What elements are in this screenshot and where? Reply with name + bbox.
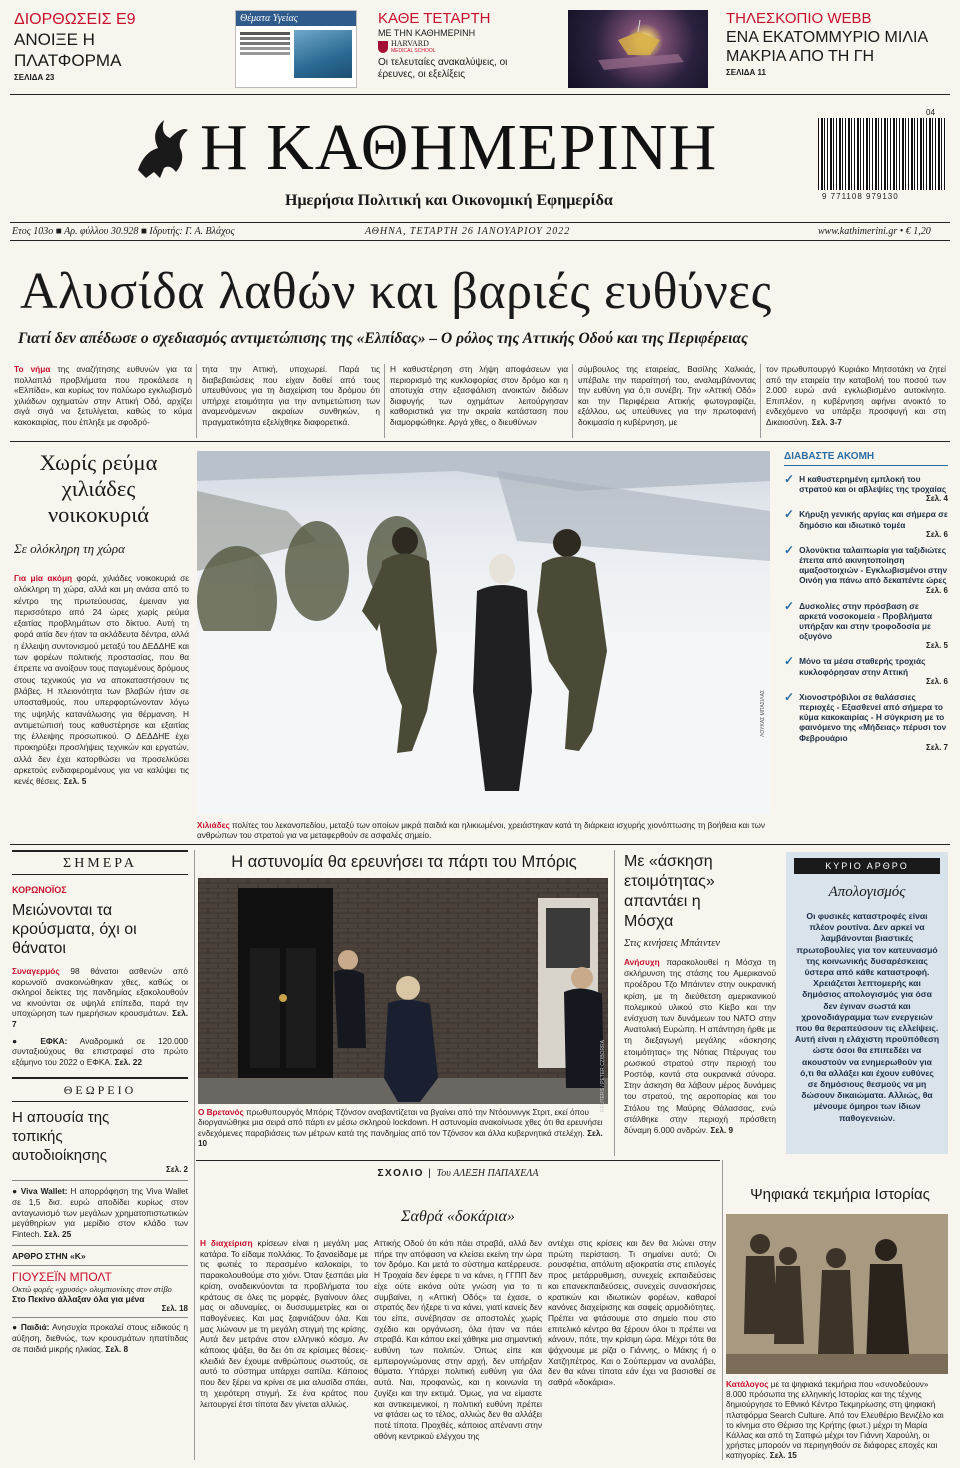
today-headline[interactable]: Μειώνονται τα κρούσματα, όχι οι θάνατοι: [12, 902, 137, 957]
read-more-item[interactable]: [784, 656, 948, 685]
venizelos-photo[interactable]: [726, 1214, 948, 1374]
viva-page-ref: Σελ. 25: [43, 1228, 72, 1239]
lead-body-col5: τον πρωθυπουργό Κυριάκο Μητσοτάκη να ζητεί από την εταιρεία την καταβολή του ποσού των 2.000 ευρώ ανά εγκλωβισμένο αυτοκίνητο. Επιπλέον, η κυβέρνηση αφήνει ανοικτό το ενδεχόμενο να υπάρξει προσφυγή και στη Δικαιοσύνη. Σελ. 3-7: [766, 364, 946, 427]
power-body: Για μία ακόμη φορά, χιλιάδες νοικοκυριά σε ολόκληρη τη χώρα, αλλά και μη ανάσα από το κέντρο της πρωτεύουσας, έμειναν για περισσότερο από 24 ώρες χωρίς ρεύμα εξαιτίας προβλημάτων στο δίκτυο. Αυτή τη φορά αιτία δεν ήταν τα ακλάδευτα δέντρα, αλλά η έλλειψη συντονισμού μεταξύ του ΔΕΔΔΗΕ και των φορέων πολιτικής προστασίας, που θα έπρεπε να ανοίξουν τους παγωμένους δρόμους στους τεχνικούς για να αποκαταστήσουν τις βλάβες. Η πλειονότητα των βλαβών ήταν σε υποσταθμούς, που υπερφορτώνονταν λόγω της υψηλής κατανάλωσης για θέρμανση. Η αντιμετώπισή τους καθυστέρησε και εξαιτίας της έλλειψης προσωπικού. Ο ΔΕΔΔΗΕ έχει προκηρύξει προσλήψεις τεχνικών και εργατών, αλλά δεν έχει κατορθώσει να προσελκύσει αρκετούς ενδιαφερομένους για να καλύψει τις κενές θέσεις. Σελ. 5: [14, 573, 189, 787]
read-more-item[interactable]: [784, 542, 948, 595]
editorial-box: [786, 852, 948, 1154]
lead-lead-word: Το νήμα: [14, 364, 51, 374]
article-label: ΑΡΘΡΟ ΣΤΗΝ «Κ»: [12, 1251, 86, 1262]
moscow-deck: Στις κινήσεις Μπάιντεν: [624, 938, 721, 949]
health-magazine-title: Θέματα Υγείας: [236, 11, 356, 26]
lead-body-col1: Το νήμα της αναζήτησης ευθυνών για τα πολλαπλά προβλήματα που προκάλεσε η «Ελπίδα», και κυρίως τον πολύωρο εγκλωβισμό χιλιάδων οχηματών στην Αττική Οδό, αρχίζει σιγά σιγά να ξετυλίγεται, καθώς το κύμα κακοκαιρίας, που έπληξε με σφοδρό-: [14, 364, 192, 427]
snow-caption-lead: Χιλιάδες: [197, 821, 230, 830]
read-more-title: ΔΙΑΒΑΣΤΕ ΑΚΟΜΗ: [784, 451, 948, 466]
power-deck: Σε ολόκληρη τη χώρα: [14, 541, 125, 556]
magazine-swimmer-image: [294, 30, 352, 78]
author-page-ref: Σελ. 18: [161, 1304, 188, 1314]
snow-photo-caption: Χιλιάδες πολίτες του λεκανοπεδίου, μεταξύ των οποίων μικρά παιδιά και ηλικιωμένοι, χρειάστηκαν κατά τη διάρκεια ισχυρής χιονόπτωσης τη βοήθεια και των ανθρώπων του στρατού για να μεταφερθούν σε ασφαλές σημείο.: [197, 821, 765, 841]
teaser-webb[interactable]: [726, 10, 951, 88]
harvard-school: MEDICAL SCHOOL: [391, 48, 436, 54]
power-headline[interactable]: Χωρίς ρεύμα χιλιάδες νοικοκυριά: [39, 450, 158, 527]
elderly-woman: [473, 554, 532, 791]
read-more-page-ref: Σελ. 6: [926, 676, 948, 686]
read-more-text: Μόνο τα μέσα σταθερής τροχιάς κυκλοφόρησαν στην Αττική: [799, 656, 926, 677]
checkmark-icon: ✓: [784, 598, 795, 613]
read-more-text: Κήρυξη γενικής αργίας και σήμερα σε δημόσιο και ιδιωτικό τομέα: [799, 509, 948, 530]
read-more-item[interactable]: [784, 509, 948, 538]
author-line[interactable]: Στο Πεκίνο άλλαξαν όλα για μένα: [12, 1294, 145, 1305]
checkmark-icon: ✓: [784, 472, 795, 486]
read-more-page-ref: Σελ. 7: [926, 742, 948, 752]
telescope-icon: [568, 10, 708, 88]
read-more-item[interactable]: [784, 598, 948, 651]
commentary-col3: αντέχει στις κρίσεις και δεν θα λιώνει στην πρώτη περίσταση. Τι σημαίνει αυτό; Οι ρουσφέτια, απόλυτη αξιοκρατία στις επιλογές προς μετάρρυθμιση, συνεχείς εκπαιδεύσεις και επανεκπαιδεύσεις, συνεχείς συνασκήσεις κρατικών και ιδιωτικών φορέων, καθαροί κανόνες διαχείρισης και σαφείς αρμοδιότητες. Πρέπει να φτάσουμε στο σημείο που στο επιτελικό κέντρο θα ξέρουν όλοι τι πρέπει να κάνουν, πότε, την κρίσιμη ώρα. Μέχρι τότε θα ψάχνουμε με ρίζα ο Γιάννης, ο Μάκης ή ο Χατζηπέτρος. Και ο Σούπερμαν να αναλάβει, δεν θα κάνει τίποτα εάν έχει να βασισθεί σε σαθρά «δοκάρια».: [548, 1238, 716, 1388]
teaser-webb-sub: ΕΝΑ ΕΚΑΤΟΜΜΥΡΙΟ ΜΙΛΙΑ ΜΑΚΡΙΑ ΑΠΟ ΤΗ ΓΗ: [726, 29, 928, 65]
read-more-item[interactable]: [784, 689, 948, 752]
today-title: ΣΗΜΕΡΑ: [63, 856, 137, 871]
moscow-page-ref: Σελ. 9: [710, 1125, 734, 1136]
read-more-page-ref: Σελ. 6: [926, 529, 948, 539]
digital-caption: Κατάλογος με τα ψηφιακά τεκμήρια που «συνοδεύουν» 8.000 πρόσωπα της ελληνικής Ιστορίας και της τέχνης δημιούργησε το Εθνικό Κέντρο Τεκμηρίωσης στη ψηφιακή πλατφόρμα Search Culture. Από τον Ελευθέριο Βενιζέλο και το κίνημα στο Θέρισο της Κρήτης (φωτ.) μέχρι τη Μαρία Κάλλας και από τη Σαπφώ μέχρι τον Γιάννη Χαρούλη, οι χρήστες μπορούν να περιηγηθούν σε διάφορες εποχές και κατηγορίες. Σελ. 15: [726, 1380, 944, 1461]
checkmark-icon: ✓: [784, 654, 795, 669]
teaser-e9-page: ΣΕΛΙΔΑ 23: [14, 73, 55, 82]
moscow-body: Ανήσυχη παρακολουθεί η Μόσχα τη σκλήρυνση της στάσης του Αμερικανού προέδρου Τζο Μπάιντεν στην ουκρανική κρίση, με τη διεύθετση αμερικανικού πολεμικού υλικού στο Κίεβο και την ενίσχυση των δυνάμεων του ΝΑΤΟ στην Ανατολική Ευρώπη. Η απάντηση ήρθε με τη διεξαγωγή μεγάλης «άσκησης ετοιμότητας» της Νότιας Πτέρυγας του ρωσικού στρατού στην περιοχή του Ροστόφ, κοντά στα ουκρανικά σύνορα. Στην άσκηση θα λάβουν μέρος δυνάμεις του στρατού, της αεροπορίας και του Στόλου της Μαύρης Θάλασσας, ενώ στάλθηκε στην περιοχή πρόσθετη δύναμη 6.000 ανδρών. Σελ. 9: [624, 957, 776, 1136]
checkmark-icon: ✓: [784, 689, 795, 704]
theoreio-headline[interactable]: Η απουσία της τοπικής αυτοδιοίκησης: [12, 1109, 110, 1165]
teaser-harvard-desc: Οι τελευταίες ανακαλύψεις, οι έρευνες, οι εξελίξεις: [378, 57, 508, 80]
read-more-page-ref: Σελ. 4: [926, 494, 948, 504]
read-more-box: [784, 451, 948, 829]
today-column: [12, 850, 188, 1354]
teaser-e9-sub: ΑΝΟΙΞΕ Η ΠΛΑΤΦΟΡΜΑ: [14, 30, 122, 70]
read-more-page-ref: Σελ. 6: [926, 585, 948, 595]
lead-body-col3: Η καθυστέρηση στη λήψη αποφάσεων για περιορισμό της κυκλοφορίας στον δρόμο και η αποτυχία στην εξασφάλιση ανοικτών διόδων διαφυγής των οχημάτων λειτούργησαν καθοριστικά για την ακραία κατάσταση που διαμορφώθηκε. Αργά χθες, ο διευθύνων: [390, 364, 568, 427]
teaser-webb-page: ΣΕΛΙΔΑ 11: [726, 68, 766, 77]
website-price: www.kathimerini.gr • € 1,20: [818, 226, 931, 237]
checkmark-icon: ✓: [784, 507, 795, 522]
today-page-ref: Σελ. 7: [12, 1008, 189, 1029]
read-more-text: Δυσκολίες στην πρόσβαση σε αρκετά νοσοκομεία - Προβλήματα υπήρξαν και στην τροφοδοσία με οξυγόνο: [799, 600, 933, 642]
editorial-body: Οι φυσικές καταστροφές είναι πλέον ρουτίνα. Δεν αρκεί να λαμβάνονται βιαστικές πρωτοβουλίες για τον κατευνασμό της κοινωνικής δυσαρέσκειας ύστερα από κάθε καταστροφή. Χρειάζεται λεπτομερής και δημόσιος απολογισμός για όσα δεν έγιναν σωστά και χρονοδιάγραμμα των ενεργειών που θα θεραπεύσουν τις ελλείψεις. Αυτή είναι η ελάχιστη προϋπόθεση ώστε όσοι θα επιπεδέει να ακουστούν να ενημερωθούν για ό,τι θα αλλάξει και έχουν ευθύνες σε δημόσιους θεσμούς να μη δώσουν δικαιώματα. Αλλιώς, θα μένουμε όμηροι των ίδιων παθογενειών.: [794, 911, 940, 1123]
boris-page-ref: Σελ. 10: [198, 1128, 603, 1149]
teaser-harvard-line: ΜΕ ΤΗΝ ΚΑΘΗΜΕΡΙΝΗ: [378, 28, 476, 38]
lead-headline[interactable]: Αλυσίδα λαθών και βαριές ευθύνες: [20, 263, 772, 320]
read-more-item[interactable]: [784, 474, 948, 503]
checkmark-icon: ✓: [784, 542, 795, 557]
snow-rescue-photo[interactable]: [197, 451, 770, 815]
harvard-shield-icon: [378, 41, 388, 53]
teaser-harvard[interactable]: [378, 10, 538, 88]
masthead-subtitle: Ημερήσια Πολιτική και Οικονομική Εφημερίδα: [285, 192, 613, 209]
teaser-webb-title: ΤΗΛΕΣΚΟΠΙΟ WEBB: [726, 10, 872, 27]
masthead-griffin-logo: [130, 112, 192, 182]
power-lead-word: Για μία ακόμη: [14, 573, 73, 583]
read-more-page-ref: Σελ. 5: [926, 641, 948, 651]
read-more-text: Η καθυστερημένη εμπλοκή του στρατού και οι αβλεψίες της τροχαίας: [799, 474, 947, 495]
efka-page-ref: Σελ. 22: [114, 1056, 142, 1067]
author-desc: Οκτώ φορές «χρυσός» ολυμπιονίκης στον στίβο: [12, 1284, 172, 1295]
moscow-story: [624, 852, 776, 1136]
read-more-text: Ολονύκτια ταλαιπωρία για ταξιδιώτες έπειτα από ακινητοποίηση αμαξοστοιχιών - Εγκλωβισμένοι στην Οινόη για πάνω από δεκαπέντε ώρες: [799, 544, 948, 586]
digital-headline[interactable]: Ψηφιακά τεκμήρια Ιστορίας: [750, 1186, 930, 1203]
lead-page-ref: Σελ. 3-7: [811, 416, 842, 427]
moscow-headline[interactable]: Με «άσκηση ετοιμότητας» απαντάει η Μόσχα: [624, 853, 715, 930]
boris-photo-credit: REUTERS / PETER CZIBORRA: [600, 1040, 606, 1112]
photo-credit: ΛΟΥΚΑΣ ΜΠΑΣΙΛΑΣ: [760, 690, 766, 737]
commentary-byline: ΣΧΟΛΙΟ | Του ΑΛΕΞΗ ΠΑΠΑΧΕΛΑ: [377, 1168, 539, 1179]
commentary-headline[interactable]: Σαθρά «δοκάρια»: [401, 1208, 515, 1225]
efka-item: ● ΕΦΚΑ: Αναδρομικά σε 120.000 συνταξιούχους θα επιστραφεί στο πρώτο εξάμηνο του 2022 ο ΕΦΚΑ. Σελ. 22: [12, 1035, 188, 1067]
lead-body-col4: σύμβουλος της εταιρείας, Βασίλης Χαλκιάς, υπέβαλε την παραίτησή του, αναλαμβάνοντας την ευθύνη για ό,τι συνέβη. Την «Αττική Οδό» και την Περιφέρεια Αττικής φωτογραφίζει, εξάλλου, ως υπεύθυνες για την πρωτοφανή δοκιμασία η κυβέρνηση, με: [578, 364, 756, 427]
viva-item: ● Viva Wallet: Η απορρόφηση της Viva Wallet σε 1,5 δισ. ευρώ αποδίδει κυρίως στον ανταγωνισμό των μεγάλων χρηματοπιστωτικών μεγάθηρίων για μερίδιο στον κλάδο των Fintech. Σελ. 25: [12, 1186, 188, 1239]
barcode-number: 9 771108 979130: [822, 192, 899, 201]
harvard-label: HARVARD: [391, 39, 429, 48]
magazine-text-block: [240, 30, 290, 78]
editorial-title: ΚΥΡΙΟ ΑΡΘΡΟ: [794, 858, 940, 874]
author-name: ΓΙΟΥΣΕΪΝ ΜΠΟΛΤ: [12, 1270, 112, 1285]
boris-headline[interactable]: Η αστυνομία θα ερευνήσει τα πάρτι του Μπόρις: [231, 853, 577, 871]
today-label: ΚΟΡΩΝΟΪΟΣ: [12, 885, 67, 895]
teaser-e9-title: ΔΙΟΡΘΩΣΕΙΣ Ε9: [14, 11, 136, 28]
barcode: [818, 118, 946, 190]
digital-page-ref: Σελ. 15: [769, 1451, 797, 1461]
theoreio-page-ref: Σελ. 2: [166, 1165, 188, 1175]
barcode-issue: 04: [926, 108, 935, 117]
read-more-text: Χιονοστρόβιλοι σε θαλάσσιες περιοχές - Εξασθενεί από σήμερα το κύμα κακοκαιρίας - Η σύγκριση με το φαινόμενο της «Μήδειας» πέρυσι τον Φεβρουάριο: [799, 691, 947, 743]
theoreio-title: ΘΕΩΡΕΙΟ: [63, 1083, 137, 1098]
commentary-author: Του ΑΛΕΞΗ ΠΑΠΑΧΕΛΑ: [436, 1168, 539, 1179]
teaser-harvard-title: ΚΑΘΕ ΤΕΤΑΡΤΗ: [378, 10, 491, 27]
commentary-col1: Η διαχείριση κρίσεων είναι η μεγάλη μας κατάρα. Το είδαμε πολλάκις. Το ξαναείδαμε με τις φωτιές το περασμένο καλοκαίρι, το παρακολουθούμε στο χιόνι. Όταν ξεσπάει μία κρίση, οναδεικνύονται τα προβλήματα του κράτους σε όλες τις μορφές, βγαίνουν όλες μας οι αδυναμίες, οι δυσσυμμετρίες και οι παθογένειες. Και μας ξαφνιάζουν όλα. Και μας λιώνουν με τη μεγάλη στιγμή της κρίσης. Αυτά δεν μετράνε στον ελληνικό κόσμο. Αν κάποιος ψάξει, θα δει ότι σε κρίσιμες θέσεις-κλειδιά δεν έχουμε ανθρώπους σωστούς, σε αυτό το σύστημα υπάρχει σαπίλα. Κάποιος που δεν ξέρει να κρίνει σε μια αλυσίδα σπάει, τη χειρότερη στιγμή. Σε ένα κράτος που λειτουργεί έτσι τίποτα δεν γίνεται αλλιώς.: [200, 1238, 369, 1409]
lead-body-col2: τητα την Αττική, υποχωρεί. Παρά τις διαβεβαιώσεις που είχαν δοθεί από τους υπευθύνους για τη διαχείριση του δρόμου ότι υπήρχε ετοιμότητα για την αντιμετώπιση των αναμενόμενων ακραίων συνθηκών, η πραγματικότητα εξελίχθηκε διαφορετικά.: [202, 364, 380, 427]
teaser-e9[interactable]: [14, 10, 204, 88]
lead-deck: Γιατί δεν απέδωσε ο σχεδιασμός αντιμετώπισης της «Ελπίδας» – Ο ρόλος της Αττικής Οδού και της Περιφέρειας: [18, 330, 748, 347]
today-body: Συναγερμός 98 θάνατοι ασθενών από κορωνοϊό ανακοινώθηκαν χθες, καθώς οι σκληροί δείκτες της πανδημίας εξακολουθούν να κινούνται σε υψηλά επίπεδα, παρά την υποχώρηση των ημερήσιων κρουσμάτων. Σελ. 7: [12, 966, 189, 1029]
boris-caption: Ο Βρετανός πρωθυπουργός Μπόρις Τζόνσον αναβαντίζεται να βγαίνει από την Ντόουνινγκ Στριτ, εκεί όπου διοργανώθηκε μια σειρά από πάρτι εν μέσω σκληρού lockdown. Η αστυνομία ανακοίνωσε χθες ότι θα ερευνήσει ενδεχόμενες παραβιάσεις των μέτρων κατά της πανδημίας από τον Τζόνσον και άλλα κυβερνητικά στελέχη. Σελ. 10: [198, 1108, 603, 1149]
power-page-ref: Σελ. 5: [63, 776, 87, 787]
commentary-col2: Αττικής Οδού ότι κάτι πάει στραβά, αλλά δεν πήρε την απόφαση να κλείσει εκείνη την ώρα τον δρόμο. Και μετά το σύστημα κατέρρευσε. Η Τροχαία δεν έφερε τι να κάνει, η ΓΓΠΠ δεν είχε ούτε εικόνα ούτε γνώση για το τι συμβαίνει, η «Αττική Οδός» τα έχασε, ο στρατός δεν ήξερε τι να κάνει, γιατί κανείς δεν του είπε, συνέβησαν σε αποστολές χωρίς σχέδιο και οργάνωση, όλα ήταν να πάει στραβά. Και κάπου εκεί χάθηκε μια σημαντική ευθύνη των πολιτών. Όπως είπε και εμπειρογνώμονας στην αρχή, δεν υπήρξαν θύματα. Υπάρχει πολιτική ευθύνη για όλα αυτά. Ναι, προφανώς, και η κοινωνία τη ζυγίζει και την εκτιμά. Όμως, για να είμαστε και αντικειμενικοί, η πολιτική ευθύνη πρέπει να φτάσει ως το τέλος, αλλιώς δεν θα αλλάξει ποτέ τίποτα. Προχθές, κάποιος απέναντι στην οθόνη κεντρικού ελέγχου της: [374, 1238, 542, 1441]
masthead-title: Η ΚΑΘΗΜΕΡΙΝΗ: [200, 111, 718, 184]
boris-photo[interactable]: [198, 878, 608, 1104]
kids-page-ref: Σελ. 8: [105, 1343, 129, 1354]
webb-telescope-image[interactable]: [568, 10, 708, 88]
commentary-label: ΣΧΟΛΙΟ: [377, 1168, 424, 1179]
issue-info: Ετος 103ο ■ Αρ. φύλλου 30.928 ■ Ιδρυτής: Γ. Α. Βλάχος: [12, 226, 235, 237]
issue-date: ΑΘΗΝΑ, ΤΕΤΑΡΤΗ 26 ΙΑΝΟΥΑΡΙΟΥ 2022: [365, 226, 571, 237]
health-magazine-thumbnail[interactable]: [235, 10, 357, 88]
kids-item: ● Παιδιά: Ανησυχία προκαλεί στους ειδικούς η αύξηση, διεθνώς, των κρουσμάτων ηπατίτιδας σε παιδιά μικρής ηλικίας. Σελ. 8: [12, 1322, 188, 1354]
editorial-headline[interactable]: Απολογισμός: [828, 884, 906, 900]
